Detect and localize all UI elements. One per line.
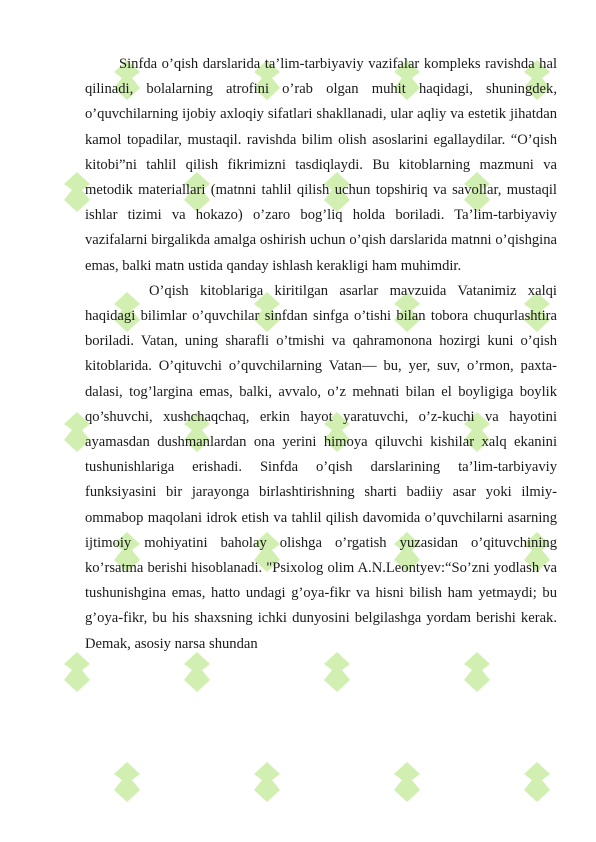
watermark-logo-icon: [110, 760, 144, 804]
document-body: [85, 52, 557, 657]
watermark-logo-icon: [390, 760, 424, 804]
paragraph: Sinfda o’qish darslarida ta’lim-tarbiyaviy vazifalar kompleks ravishda hal qilinadi, bolalarning atrofini o’rab olgan muhit haqidagi, shuningdek, o’quvchilarning ijobiy axloqiy sifatlari shakllanadi, ular aqliy va estetik jihatdan kamol topadilar, mustaqil. ravishda bilim olish asoslarini egallaydilar. “O’qish kitobi”ni tahlil qilish fikrimizni tasdiqlaydi. Bu kitoblarning mazmuni va metodik materiallari (matnni tahlil qilish uchun topshiriq va savollar, mustaqil ishlar tizimi va hokazo) o’zaro bog’liq holda boriladi. Ta’lim-tarbiyaviy vazifalarni birgalikda amalga oshirish uchun o’qish darslarida matnni o’qishgina emas, balki matn ustida qanday ishlash kerakligi ham muhimdir.: [85, 56, 557, 274]
watermark-logo-icon: [520, 760, 554, 804]
paragraph: O’qish kitoblariga kiritilgan asarlar mavzuida Vatanimiz xalqi haqidagi bilimlar o’quvchilar sinfdan sinfga o’tishi bilan tobora chuqurlashtira boriladi. Vatan, uning sharafli o’tmishi va qahramonona hozirgi kuni o’qish kitoblarida. O’qituvchi o’quvchilarning Vatan— bu, yer, suv, o’rmon, paxta-dalasi, tog’largina emas, balki, avvalo, o’z mehnati bilan el boyligiga boylik qo’shuvchi, xushchaqchaq, erkin hayot yaratuvchi, o’z-kuchi va hayotini ayamasdan dushmanlardan ona yerini himoya qiluvchi kishilar xalq ekanini tushunishlariga erishadi. Sinfda o’qish darslarining ta’lim-tarbiyaviy funksiyasini bir jarayonga birlashtirishning sharti badiiy asar yoki ilmiy-ommabop maqolani idrok etish va tahlil qilish davomida o’quvchilarni asarning ijtimoiy mohiyatini baholay olishga o’rgatish yuzasidan o’qituvchining ko’rsatma berishi hisoblanadi. "Psixolog olim A.N.Leontyev:“So’zni yodlash va tushunishgina emas, hatto undagi g’oya-fikr va hisni bilish ham yetmaydi; bu g’oya-fikr, bu his shaxsning ichki dunyosini belgilashga yordam berishi kerak. Demak, asosiy narsa shundan: [85, 282, 557, 652]
watermark-logo-icon: [250, 760, 284, 804]
